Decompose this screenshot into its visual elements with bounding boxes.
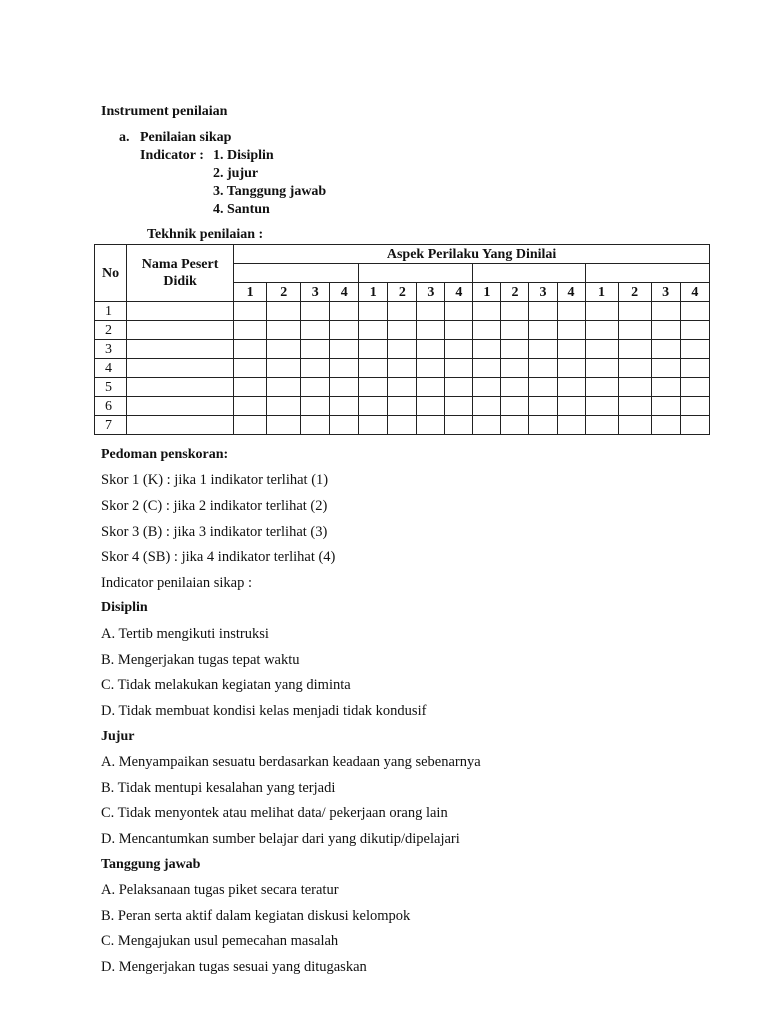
score-cell (585, 321, 618, 340)
score-cell (417, 416, 445, 435)
student-name-cell (127, 416, 234, 435)
table-row (95, 302, 710, 321)
score-cell (301, 321, 330, 340)
score-cell (330, 416, 359, 435)
section-title: Penilaian sikap (140, 130, 232, 145)
list-item: D. Tidak membuat kondisi kelas menjadi tidak kondusif (101, 703, 427, 719)
row-number: 6 (95, 397, 127, 416)
score-column-header: 2 (501, 283, 529, 302)
score-cell (388, 359, 417, 378)
header-no: No (95, 245, 127, 302)
score-cell (501, 416, 529, 435)
score-column-header: 4 (557, 283, 585, 302)
score-cell (359, 321, 388, 340)
list-item: A. Menyampaikan sesuatu berdasarkan keadaan yang sebenarnya (101, 754, 481, 770)
score-cell (388, 302, 417, 321)
score-column-header: 4 (445, 283, 473, 302)
score-cell (267, 416, 301, 435)
row-number: 5 (95, 378, 127, 397)
score-cell (557, 340, 585, 359)
indicator-item: 2. jujur (213, 166, 259, 181)
list-item: D. Mengerjakan tugas sesuai yang ditugaskan (101, 959, 367, 975)
row-number: 1 (95, 302, 127, 321)
score-column-header: 1 (234, 283, 267, 302)
score-cell (557, 321, 585, 340)
score-cell (618, 397, 651, 416)
scoring-line: Skor 2 (C) : jika 2 indikator terlihat (2) (101, 498, 328, 514)
score-cell (234, 416, 267, 435)
list-item: C. Tidak melakukan kegiatan yang diminta (101, 677, 351, 693)
score-cell (417, 340, 445, 359)
score-cell (301, 359, 330, 378)
score-cell (301, 397, 330, 416)
score-cell (267, 378, 301, 397)
assessment-table (94, 244, 710, 435)
student-name-cell (127, 302, 234, 321)
score-cell (473, 397, 501, 416)
table-row (95, 378, 710, 397)
list-item: A. Pelaksanaan tugas piket secara teratur (101, 882, 339, 898)
score-cell (330, 359, 359, 378)
score-cell (557, 359, 585, 378)
score-cell (267, 397, 301, 416)
table-row (95, 416, 710, 435)
aspect-group-cell (359, 264, 473, 283)
score-cell (557, 378, 585, 397)
scoring-line: Skor 1 (K) : jika 1 indikator terlihat (1) (101, 472, 329, 488)
score-cell (330, 302, 359, 321)
score-cell (388, 321, 417, 340)
score-cell (417, 302, 445, 321)
document-title: Instrument penilaian (101, 104, 228, 119)
score-cell (680, 359, 709, 378)
score-cell (330, 378, 359, 397)
score-cell (585, 302, 618, 321)
list-item: B. Mengerjakan tugas tepat waktu (101, 652, 300, 668)
score-cell (388, 340, 417, 359)
score-cell (618, 378, 651, 397)
scoring-line: Skor 3 (B) : jika 3 indikator terlihat (3) (101, 524, 328, 540)
score-cell (501, 321, 529, 340)
list-item: A. Tertib mengikuti instruksi (101, 626, 269, 642)
table-row (95, 340, 710, 359)
score-cell (445, 416, 473, 435)
indicator-item: 1. Disiplin (213, 148, 274, 163)
score-cell (473, 378, 501, 397)
score-cell (618, 321, 651, 340)
score-column-header: 2 (618, 283, 651, 302)
table-row (95, 397, 710, 416)
score-column-header: 1 (359, 283, 388, 302)
score-cell (267, 340, 301, 359)
score-cell (585, 416, 618, 435)
score-cell (330, 321, 359, 340)
score-column-header: 3 (529, 283, 557, 302)
table-row (95, 359, 710, 378)
score-cell (267, 359, 301, 378)
score-cell (618, 302, 651, 321)
indicator-item: 3. Tanggung jawab (213, 184, 327, 199)
score-cell (585, 397, 618, 416)
score-cell (301, 416, 330, 435)
score-cell (680, 321, 709, 340)
score-cell (267, 302, 301, 321)
indicator-intro: Indicator penilaian sikap : (101, 575, 252, 591)
score-cell (445, 397, 473, 416)
score-cell (501, 397, 529, 416)
indicator-label: Indicator : (140, 148, 204, 163)
score-cell (680, 340, 709, 359)
score-cell (501, 302, 529, 321)
score-cell (680, 378, 709, 397)
header-aspect: Aspek Perilaku Yang Dinilai (234, 245, 710, 264)
scoring-title: Pedoman penskoran: (101, 447, 229, 462)
score-cell (501, 340, 529, 359)
score-cell (330, 397, 359, 416)
student-name-cell (127, 340, 234, 359)
section-label: a. (119, 130, 130, 145)
score-cell (680, 302, 709, 321)
table-body (95, 302, 710, 435)
score-cell (445, 302, 473, 321)
score-cell (585, 359, 618, 378)
score-cell (301, 378, 330, 397)
score-cell (529, 340, 557, 359)
score-cell (557, 397, 585, 416)
student-name-cell (127, 378, 234, 397)
score-column-header: 1 (473, 283, 501, 302)
score-cell (267, 321, 301, 340)
score-cell (234, 359, 267, 378)
score-cell (234, 397, 267, 416)
score-cell (330, 340, 359, 359)
score-column-header: 3 (417, 283, 445, 302)
score-cell (445, 340, 473, 359)
row-number: 7 (95, 416, 127, 435)
score-cell (359, 340, 388, 359)
score-cell (359, 397, 388, 416)
technique-label: Tekhnik penilaian : (147, 227, 264, 242)
student-name-cell (127, 321, 234, 340)
score-column-header: 4 (330, 283, 359, 302)
score-column-header: 1 (585, 283, 618, 302)
score-cell (445, 321, 473, 340)
score-cell (680, 416, 709, 435)
aspect-group-cell (234, 264, 359, 283)
score-cell (234, 302, 267, 321)
list-item: C. Tidak menyontek atau melihat data/ pekerjaan orang lain (101, 805, 448, 821)
score-cell (557, 302, 585, 321)
score-cell (680, 397, 709, 416)
score-cell (359, 416, 388, 435)
score-cell (651, 302, 680, 321)
table-row (95, 321, 710, 340)
score-cell (651, 340, 680, 359)
indicator-item: 4. Santun (213, 202, 270, 217)
score-column-header: 3 (651, 283, 680, 302)
score-cell (359, 378, 388, 397)
score-cell (651, 321, 680, 340)
score-cell (473, 321, 501, 340)
group-title-tanggung-jawab: Tanggung jawab (101, 857, 201, 872)
aspect-group-cell (585, 264, 709, 283)
student-name-cell (127, 359, 234, 378)
list-item: B. Tidak mentupi kesalahan yang terjadi (101, 780, 336, 796)
score-cell (529, 378, 557, 397)
score-cell (301, 302, 330, 321)
row-number: 4 (95, 359, 127, 378)
score-cell (417, 378, 445, 397)
score-cell (359, 302, 388, 321)
score-cell (651, 416, 680, 435)
score-cell (417, 397, 445, 416)
score-cell (445, 359, 473, 378)
group-title-jujur: Jujur (101, 729, 135, 744)
score-cell (473, 340, 501, 359)
list-item: D. Mencantumkan sumber belajar dari yang dikutip/dipelajari (101, 831, 460, 847)
score-cell (445, 378, 473, 397)
score-cell (529, 359, 557, 378)
header-student-name: Nama Pesert Didik (127, 245, 234, 302)
score-cell (529, 416, 557, 435)
score-cell (529, 321, 557, 340)
score-cell (417, 359, 445, 378)
score-cell (388, 416, 417, 435)
score-cell (359, 359, 388, 378)
score-cell (618, 340, 651, 359)
row-number: 3 (95, 340, 127, 359)
score-cell (529, 302, 557, 321)
score-column-header: 3 (301, 283, 330, 302)
table-header-row (95, 245, 710, 264)
score-cell (473, 416, 501, 435)
score-cell (651, 397, 680, 416)
score-cell (388, 397, 417, 416)
score-cell (557, 416, 585, 435)
score-cell (501, 378, 529, 397)
list-item: C. Mengajukan usul pemecahan masalah (101, 933, 339, 949)
score-cell (234, 340, 267, 359)
row-number: 2 (95, 321, 127, 340)
score-cell (585, 340, 618, 359)
score-cell (585, 378, 618, 397)
score-cell (501, 359, 529, 378)
score-cell (529, 397, 557, 416)
score-column-header: 2 (388, 283, 417, 302)
scoring-line: Skor 4 (SB) : jika 4 indikator terlihat (4) (101, 549, 336, 565)
score-cell (651, 378, 680, 397)
score-cell (301, 340, 330, 359)
score-cell (388, 378, 417, 397)
score-cell (473, 302, 501, 321)
aspect-group-cell (473, 264, 585, 283)
student-name-cell (127, 397, 234, 416)
score-cell (417, 321, 445, 340)
score-cell (618, 416, 651, 435)
list-item: B. Peran serta aktif dalam kegiatan diskusi kelompok (101, 908, 411, 924)
score-cell (234, 378, 267, 397)
score-cell (651, 359, 680, 378)
score-column-header: 4 (680, 283, 709, 302)
score-column-header: 2 (267, 283, 301, 302)
score-cell (473, 359, 501, 378)
score-cell (618, 359, 651, 378)
score-cell (234, 321, 267, 340)
group-title-disiplin: Disiplin (101, 600, 148, 615)
